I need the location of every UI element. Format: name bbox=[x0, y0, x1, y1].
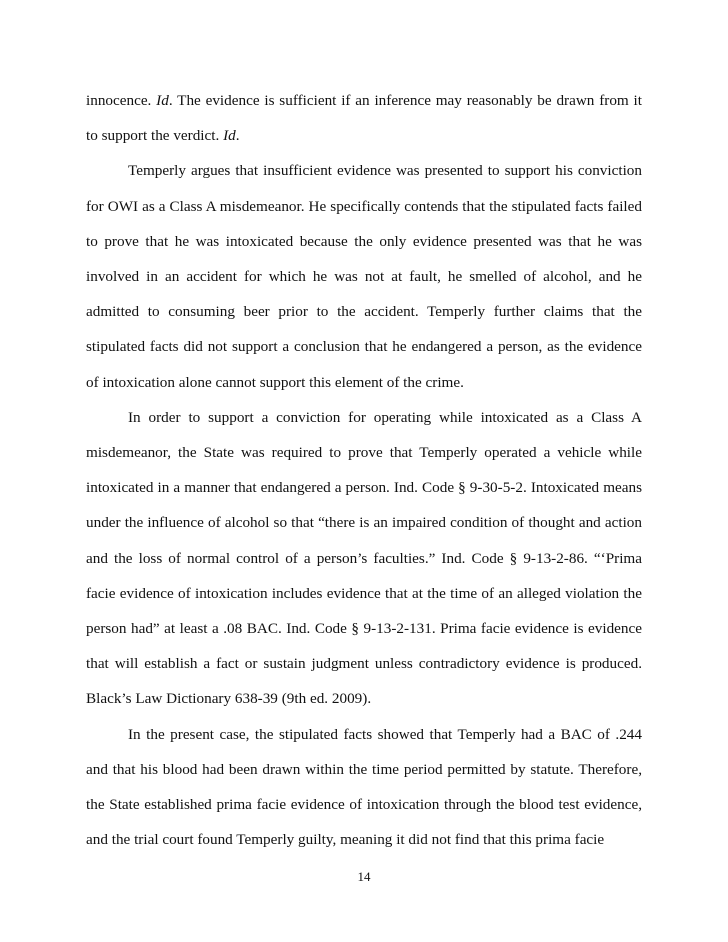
paragraph bbox=[86, 83, 642, 153]
paragraph-text: . bbox=[235, 127, 240, 145]
citation-italic: Id bbox=[156, 92, 169, 109]
paragraph-text: In the present case, the stipulated facts showed that Temperly had a BAC of .244 and that his blood had been drawn within the time period permitted by statute. Therefore, the State established prima facie evidence of intoxication through the blood test evidence, and the trial court found Temperly guilty, meaning it did not find that this prima facie bbox=[86, 725, 642, 849]
paragraph-text: In order to support a conviction for operating while intoxicated as a Class A misdemeanor, the State was required to prove that Temperly operated a vehicle while intoxicated in a manner that endangered a person. Ind. Code § 9-30-5-2. Intoxicated means under the influence of alcohol so that “there is an impaired condition of thought and action and the loss of normal control of a person’s faculties.” Ind. Code § 9-13-2-86. “‘Prima facie evidence of intoxication includes evidence that at the time of an alleged violation the person had” at least a .08 BAC. Ind. Code § 9-13-2-131. Prima facie evidence is evidence that will establish a fact or sustain judgment unless contradictory evidence is produced. Black’s Law Dictionary 638-39 (9th ed. 2009). bbox=[86, 408, 642, 708]
paragraph bbox=[86, 153, 642, 399]
citation-italic: Id bbox=[223, 127, 236, 145]
paragraph-text: . The evidence is sufficient if an inference may reasonably be drawn from it to support the verdict. bbox=[86, 92, 642, 145]
paragraph-text: Temperly argues that insufficient evidence was presented to support his conviction for OWI as a Class A misdemeanor. He specifically contends that the stipulated facts failed to prove that he was intoxicated because the only evidence presented was that he was involved in an accident for which he was not at fault, he smelled of alcohol, and he admitted to consuming beer prior to the accident. Temperly further claims that the stipulated facts did not support a conclusion that he endangered a person, as the evidence of intoxication alone cannot support this element of the crime. bbox=[86, 162, 642, 391]
paragraph bbox=[86, 400, 642, 717]
document-body bbox=[86, 83, 642, 857]
paragraph bbox=[86, 717, 642, 858]
page-number: 14 bbox=[357, 869, 371, 884]
paragraph-text: innocence. bbox=[86, 92, 157, 109]
